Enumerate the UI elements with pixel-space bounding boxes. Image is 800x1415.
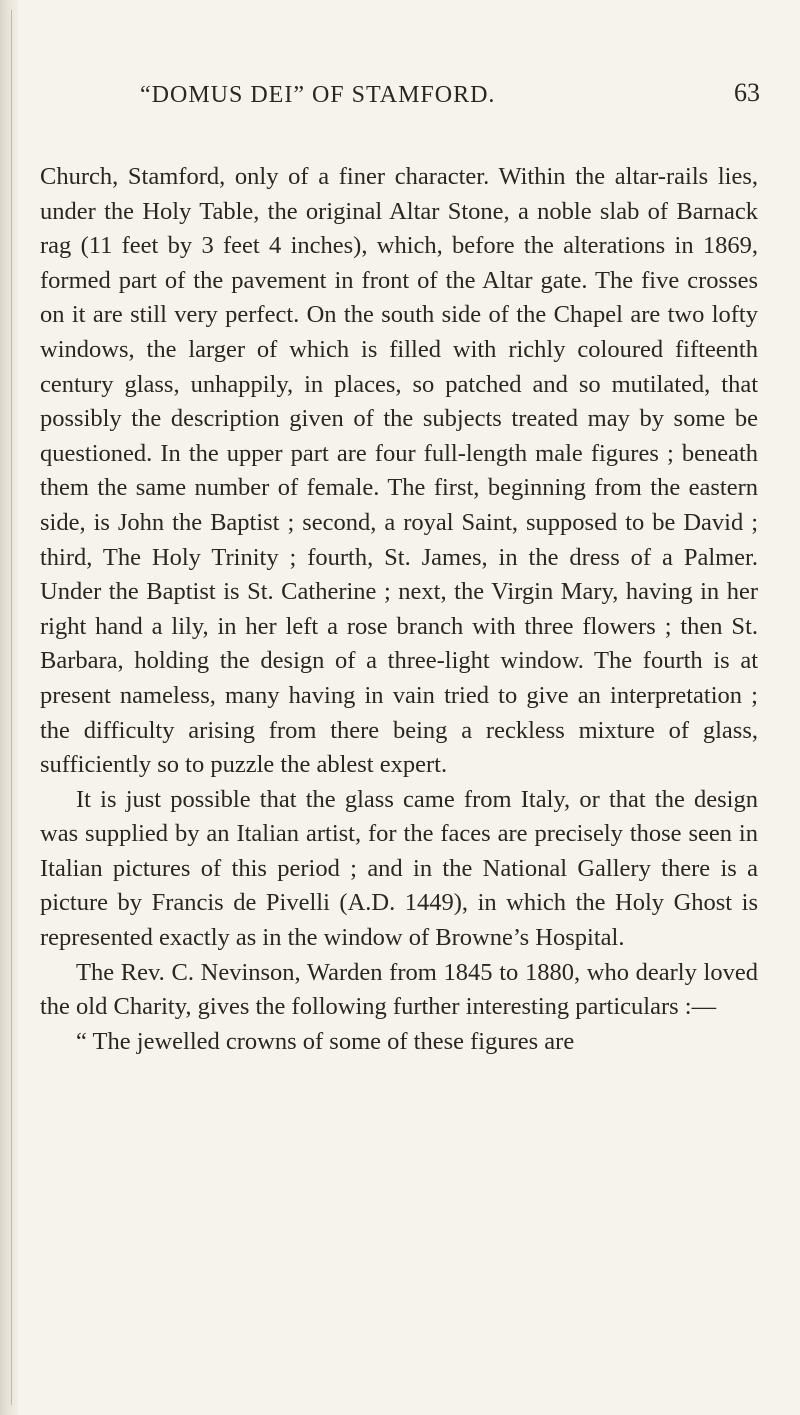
paragraph-italian-glass: It is just possible that the glass came from Italy, or that the design was supplied by an Italian artist, for the faces are precisely those seen in Italian pictures of this period ; and in the National Gallery there is a picture by Francis de Pivelli (A.D. 1449), in which the Holy Ghost is represented exactly as in the window of Browne’s Hospital. xyxy=(40,785,758,952)
book-page xyxy=(40,0,760,1415)
running-head xyxy=(40,78,760,118)
binding-edge xyxy=(11,10,12,1405)
body-text xyxy=(40,160,758,1059)
page-number: 63 xyxy=(734,78,760,107)
paragraph-quotation: “ The jewelled crowns of some of these figures are xyxy=(76,1027,575,1055)
page-gutter xyxy=(0,0,18,1415)
running-head-title: “DOMUS DEI” OF STAMFORD. xyxy=(140,82,496,108)
paragraph-continuation: Church, Stamford, only of a finer character. Within the altar-rails lies, under the Holy Table, the original Altar Stone, a noble slab of Barnack rag (11 feet by 3 feet 4 inches), which, before the alterations in 1869, formed part of the pavement in front of the Altar gate. The five crosses on it are still very perfect. On the south side of the Chapel are two lofty windows, the larger of which is filled with richly coloured fifteenth century glass, unhappily, in places, so patched and so mutilated, that possibly the description given of the subjects treated may by some be questioned. In the upper part are four full-length male figures ; beneath them the same number of female. The first, beginning from the eastern side, is John the Baptist ; second, a royal Saint, supposed to be David ; third, The Holy Trinity ; fourth, St. James, in the dress of a Palmer. Under the Baptist is St. Catherine ; next, the Virgin Mary, having in her right hand a lily, in her left a rose branch with three flowers ; then St. Barbara, holding the design of a three-light window. The fourth is at present nameless, many having in vain tried to give an interpretation ; the difficulty arising from there being a reckless mixture of glass, sufficiently so to puzzle the ablest expert. xyxy=(40,163,758,779)
paragraph-nevinson: The Rev. C. Nevinson, Warden from 1845 to 1880, who dearly loved the old Charity, gives the following further interesting particulars :— xyxy=(40,958,758,1021)
